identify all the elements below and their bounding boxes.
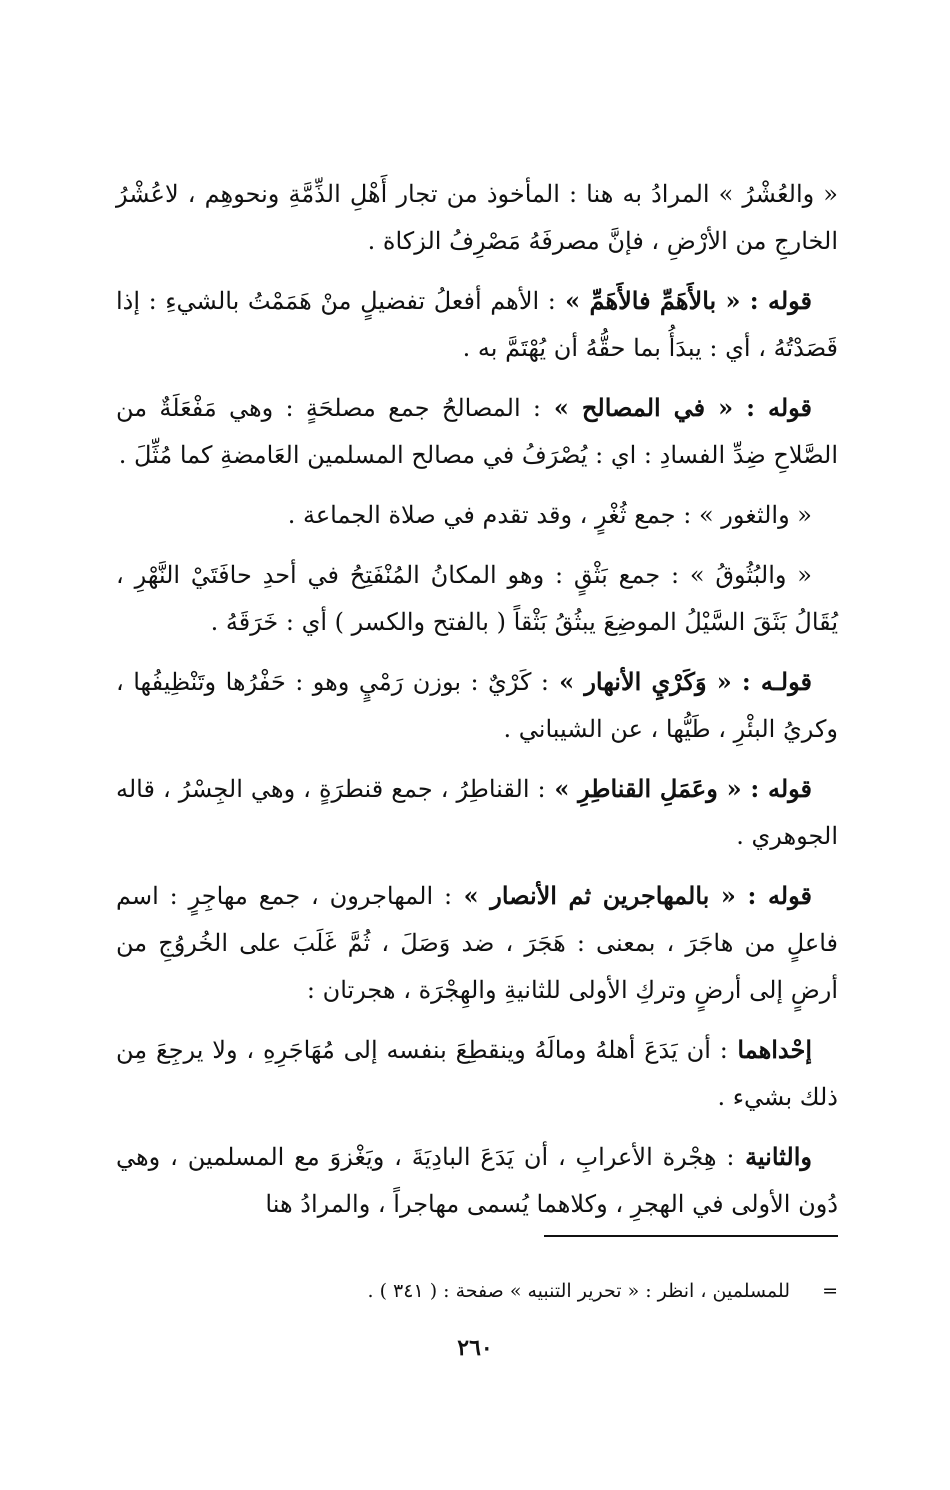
paragraph-body: « والعُشْرُ » المرادُ به هنا : المأخوذ من تجار أَهْلِ الذِّمَّةِ ونحوهِم ، لاعُشْرُ الخارجِ من الأرْضِ ، فإنَّ مصرفَهُ مَصْرِفُ الزكاة .	[116, 180, 838, 255]
paragraph-masalih	[116, 384, 838, 479]
paragraph-body: : القناطِرُ ، جمع قنطرَةٍ ، وهي الجِسْرُ ، قاله الجوهري .	[116, 775, 838, 850]
paragraph-lead: قوله : « في المصالح »	[540, 393, 813, 422]
paragraph-lead: قوله : « بالأَهَمِّ فالأَهَمِّ »	[555, 286, 813, 315]
paragraph-ushr	[116, 170, 838, 265]
paragraph-lead: والثانية	[734, 1142, 812, 1171]
paragraph-thughur	[116, 491, 838, 539]
footnote-separator	[544, 1235, 838, 1237]
paragraph-lead: قوله : « بالمهاجرين ثم الأنصار »	[452, 881, 812, 910]
footnote	[116, 1276, 838, 1306]
main-text	[116, 170, 838, 1240]
paragraph-buthuq	[116, 551, 838, 646]
paragraph-body: : الأهم أفعلُ تفضيلٍ منْ هَمَمْتُ بالشيءِ : إذا قَصَدْتُهُ ، أي : يبدَأُ بما حقُّهُ أن يُهْتَمَّ به .	[116, 287, 838, 362]
footnote-marker: =	[822, 1280, 838, 1302]
paragraph-body: « والثغور » : جمع ثُغْرٍ ، وقد تقدم في صلاة الجماعة .	[287, 501, 812, 529]
paragraph-qanatir	[116, 765, 838, 860]
paragraph-body: : المصالحُ جمع مصلحَةٍ : وهي مَفْعَلَةٌ من الصَّلاحِ ضِدِّ الفسادِ : اي : يُصْرَفُ في مصالح المسلمين العَامضةِ كما مُثِّلَ .	[116, 394, 838, 469]
paragraph-first-hijra	[116, 1026, 838, 1121]
paragraph-kary	[116, 658, 838, 753]
paragraph-lead: قولـه : « وَكَرْيِ الأنهار »	[548, 667, 812, 696]
paragraph-lead: إحْداهما	[727, 1035, 812, 1064]
paragraph-body: « والبُثُوقُ » : جمع بَثْقٍ : وهو المكانُ المُنْفَتِحُ في أحدِ حافَتَيْ النَّهْرِ ، يُقَالُ بَثَقَ السَّيْلُ الموضِعَ يبثُقُ بَثْقاً ( بالفتح والكسر ) أي : خَرَقَهُ .	[116, 561, 838, 636]
paragraph-body: : أن يَدَعَ أهلهُ ومالَهُ وينقطِعَ بنفسه إلى مُهَاجَرِهِ ، ولا يرجِعَ مِن ذلك بشيء .	[116, 1036, 838, 1111]
paragraph-muhajirin	[116, 872, 838, 1014]
paragraph-second-hijra	[116, 1133, 838, 1228]
paragraph-body: : هِجْرة الأعرابِ ، أن يَدَعَ البادِيَةَ ، ويَغْزوَ مع المسلمين ، وهي دُون الأولى في الهجرِ ، وكلاهما يُسمى مهاجراً ، والمرادُ هنا	[116, 1143, 838, 1218]
page-number: ٢٦٠	[457, 1335, 493, 1361]
footnote-text: للمسلمين ، انظر : « تحرير التنبيه » صفحة : ( ٣٤١ ) .	[367, 1280, 790, 1302]
paragraph-body: : المهاجرون ، جمع مهاجِرٍ : اسم فاعلٍ من هاجَرَ ، بمعنى : هَجَرَ ، ضد وَصَلَ ، ثُمَّ غَلَبَ على الخُروُجِ من أرضٍ إلى أرضٍ وتركِ الأولى للثانيةِ والهِجْرَة ، هجرتان :	[116, 882, 838, 1004]
paragraph-body: : كَرْيٌ : بوزن رَمْيٍ وهو : حَفْرُها وتَنْظِيفُها ، وكريُ البئْرِ ، طَيُّها ، عن الشيباني .	[116, 668, 838, 743]
paragraph-ahamm	[116, 277, 838, 372]
paragraph-lead: قوله : « وعَمَلِ القناطِرِ »	[545, 774, 813, 803]
